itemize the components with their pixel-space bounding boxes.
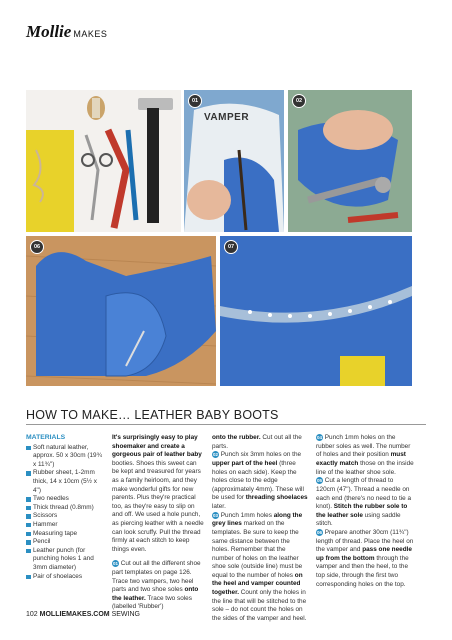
footer-site: MOLLIEMAKES.COM (39, 611, 110, 618)
bullet-square-icon (26, 497, 31, 502)
step-01-photo (184, 90, 284, 232)
body-column-3 (316, 434, 414, 595)
intro-bold: It's surprisingly easy to play shoemaker and create a gorgeous pair of leather baby (112, 434, 202, 459)
material-text: Pair of shoelaces (33, 572, 83, 580)
bullet-square-icon (26, 523, 31, 528)
step-06-photo (26, 236, 216, 386)
body-column-2 (212, 434, 308, 629)
step-text: Punch 1mm holes (220, 511, 272, 519)
body-column-1 (112, 434, 204, 618)
step-02-photo-art (288, 90, 412, 232)
step-number-badge: 04 (316, 435, 322, 440)
material-text: Scissors (33, 512, 58, 520)
page-footer (26, 611, 140, 618)
step-02-photo (288, 90, 412, 232)
bullet-square-icon (26, 514, 31, 519)
bullet-square-icon (26, 549, 31, 554)
step-number-badge: 05 (316, 478, 322, 484)
step-bold: onto the leather. (112, 586, 199, 602)
step-number-badge: 02 (212, 452, 218, 458)
bullet-square-icon (26, 540, 31, 545)
material-text: Soft natural leather, approx. 50 x 30cm (19¾ x 11¾") (33, 443, 102, 468)
step-text: Cut out all the different shoe part templates on page 126. Trace two vampers, two heel parts and two shoe soles (112, 560, 201, 594)
step-badge-01: 01 (188, 94, 202, 108)
step-bold: must exactly match (316, 451, 406, 467)
step-badge-06: 06 (30, 240, 44, 254)
step-text: using saddle stitch. (316, 511, 401, 528)
page-number: 102 (26, 611, 38, 618)
intro-text: booties. Shoes this sweet can be kept and treasured for years as a family heirloom, and they make wonderful gifts for new parents. Plus they're practical too, as they're easy to slip on and off. We used a hole punch, as piercing leather with a needle can look scruffy. Pull the thread firmly at each stitch to keep things even. (112, 459, 204, 553)
step-text: Prepare another 30cm (11¾") length of thread. Place the heel on the vamper and (316, 529, 414, 554)
step-text: Trace two soles (labelled 'Rubber') (112, 594, 192, 611)
material-item (26, 538, 102, 547)
materials-list (26, 434, 102, 581)
bullet-square-icon (26, 471, 31, 476)
vamper-label: VAMPER (204, 112, 250, 123)
step-number-badge: 03 (212, 512, 218, 518)
step-text: (three holes on each side). Keep the holes close to the edge (approximately 4mm). These will be used for (212, 459, 304, 502)
material-item (26, 469, 102, 495)
step-text: those on the inside line of the leather shoe sole. (316, 459, 414, 476)
step-text: Punch 1mm holes on the rubber soles as well. The number of holes and their position (316, 434, 411, 459)
step-1-paragraph (112, 560, 204, 612)
materials-photo-art (26, 90, 181, 232)
brand-suffix: MAKES (73, 29, 108, 39)
step-bold: threading shoelaces (245, 494, 308, 502)
bullet-square-icon (26, 446, 31, 451)
step-text: marked on the templates. Be sure to keep the same distance between the holes. Remember that the number of holes on the leather shoe sole (outside line) must be equal to the number of holes (212, 520, 303, 579)
step-number-badge: 06 (316, 529, 322, 535)
step-text: Punch six 3mm holes on the (220, 451, 302, 459)
step-bold: onto the rubber. (212, 434, 261, 441)
material-item (26, 573, 102, 582)
material-text: Hammer (33, 520, 58, 528)
material-text: Pencil (33, 538, 51, 546)
material-item (26, 504, 102, 513)
step-text: Count only the holes in the line that will be stitched to the sole – do not count the holes on the sides of the vamper and heel. (212, 589, 307, 622)
material-item (26, 521, 102, 530)
step-1-continued (212, 434, 308, 623)
step-text: Cut a length of thread to 120cm (47"). Thread a needle on each end (there's no need to tie a knot). (316, 477, 412, 511)
material-item (26, 512, 102, 521)
material-item (26, 547, 102, 573)
materials-photo (26, 90, 181, 232)
bullet-square-icon (26, 575, 31, 580)
material-item (26, 444, 102, 470)
material-text: Two needles (33, 495, 69, 503)
material-text: Leather punch (for punching holes 1 and 3mm diameter) (33, 546, 94, 571)
step-07-photo (220, 236, 412, 386)
step-badge-02: 02 (292, 94, 306, 108)
step-bold: pass one needle up from the bottom (316, 546, 412, 562)
bullet-square-icon (26, 532, 31, 537)
step-number-badge: 01 (112, 561, 118, 567)
step-06-photo-art (26, 236, 216, 386)
footer-section: SEWING (111, 611, 140, 618)
step-bold: along the grey lines (212, 511, 303, 528)
material-item (26, 495, 102, 504)
steps-4-6 (316, 434, 414, 589)
brand-name: Mollie (26, 22, 72, 41)
material-text: Measuring tape (33, 529, 78, 537)
heading-rule (26, 424, 426, 425)
material-text: Thick thread (0.8mm) (33, 503, 94, 511)
step-bold: on the heel and vamper counted together. (212, 571, 303, 597)
step-bold: Stitch the rubber sole to the leather sole (316, 503, 408, 519)
step-bold: upper part of the heel (212, 459, 278, 467)
material-item (26, 530, 102, 539)
step-text: through the vamper and then the heel, to the top side, through the first two corresponding holes on the top. (316, 554, 409, 588)
step-text: later. (212, 502, 226, 510)
step-07-photo-art (220, 236, 412, 386)
materials-title: MATERIALS (26, 434, 66, 441)
step-badge-07: 07 (224, 240, 238, 254)
bullet-square-icon (26, 506, 31, 511)
material-text: Rubber sheet, 1-2mm thick, 14 x 10cm (5½ x 4") (33, 469, 97, 494)
step-text: Cut out all the parts. (212, 434, 302, 450)
brand-logo (26, 22, 107, 42)
intro-paragraph (112, 434, 204, 554)
article-heading: HOW TO MAKE… LEATHER BABY BOOTS (26, 408, 279, 422)
